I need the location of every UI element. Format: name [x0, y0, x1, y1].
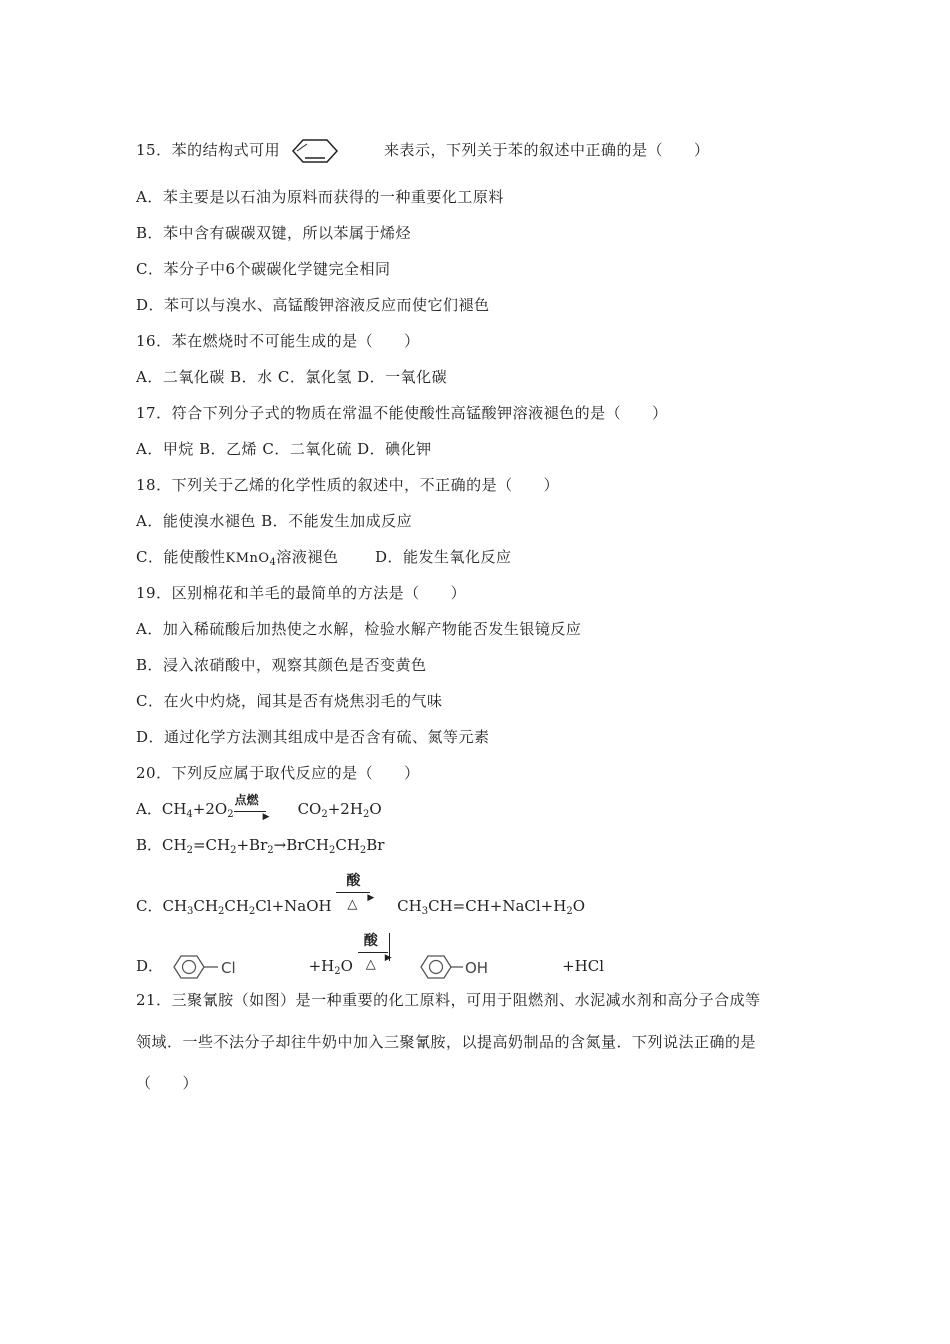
q17-options: A．甲烷 B．乙烯 C．二氧化硫 D．碘化钾 — [136, 440, 432, 458]
q18-options-cd: C．能使酸性KMnO$_4$溶液褪色 D．能发生氧化反应 — [136, 548, 512, 568]
q20-option-d: D． Cl $+H_2O$ 酸 ▶ △ OH +HCl — [136, 943, 604, 980]
question-21-line-1: 21．三聚氰胺（如图）是一种重要的化工原料，可用于阻燃剂、水泥减水剂和高分子合成等 — [136, 991, 761, 1009]
question-20-stem: 20．下列反应属于取代反应的是（ ） — [136, 764, 420, 782]
q16-options: A．二氧化碳 B．水 C．氯化氢 D．一氧化碳 — [136, 368, 448, 386]
q19-option-d: D．通过化学方法测其组成中是否含有硫、氮等元素 — [136, 728, 490, 746]
reaction-arrow-icon: 点燃 ▶ — [234, 800, 268, 820]
q19-option-b: B．浸入浓硝酸中，观察其颜色是否变黄色 — [136, 656, 427, 674]
q15-option-c: C．苯分子中6个碳碳化学键完全相同 — [136, 260, 391, 278]
chlorobenzene-structure-icon — [168, 954, 244, 980]
q20-option-a: A．$CH_4+2O_2$ 点燃 ▶ $CO_2+2H_2O$ — [136, 799, 382, 820]
q20-option-b: B．$CH_2=CH_2+Br_2\to BrCH_2CH_2Br$ — [136, 836, 385, 856]
phenol-structure-icon — [415, 954, 495, 980]
benzene-structure-icon — [287, 138, 343, 164]
question-18-stem: 18．下列关于乙烯的化学性质的叙述中，不正确的是（ ） — [136, 476, 560, 494]
question-19-stem: 19．区别棉花和羊毛的最简单的方法是（ ） — [136, 584, 467, 602]
reaction-condition: 点燃 — [234, 793, 259, 807]
q15-option-d: D．苯可以与溴水、高锰酸钾溶液反应而使它们褪色 — [136, 296, 490, 314]
q18-options-ab: A．能使溴水褪色 B．不能发生加成反应 — [136, 512, 413, 530]
question-16-stem: 16．苯在燃烧时不可能生成的是（ ） — [136, 332, 420, 350]
question-15-stem: 15．苯的结构式可用 来表示，下列关于苯的叙述中正确的是（ ） — [136, 138, 709, 164]
reaction-arrow-icon: 酸 ▶ △ — [358, 943, 392, 979]
reaction-arrow-icon: → — [273, 836, 287, 854]
svg-text:Cl: Cl — [220, 959, 236, 977]
question-21-line-3: （ ） — [136, 1074, 199, 1092]
reaction-arrow-icon: 酸 ▶ △ — [336, 883, 372, 919]
q15-option-b: B．苯中含有碳碳双键，所以苯属于烯烃 — [136, 224, 412, 242]
svg-text:OH: OH — [465, 959, 489, 977]
q19-option-a: A．加入稀硫酸后加热使之水解，检验水解产物能否发生银镜反应 — [136, 620, 582, 638]
q19-option-c: C．在火中灼烧，闻其是否有烧焦羽毛的气味 — [136, 692, 443, 710]
q15-option-a: A．苯主要是以石油为原料而获得的一种重要化工原料 — [136, 188, 504, 206]
q20-option-c: C．$CH_3CH_2CH_2Cl+NaOH$ 酸 ▶ △ $CH_3CH=CH+NaCl+H_2O$ — [136, 873, 586, 917]
question-21-line-2: 领域．一些不法分子却往牛奶中加入三聚氰胺，以提高奶制品的含氮量．下列说法正确的是 — [136, 1033, 757, 1051]
question-17-stem: 17．符合下列分子式的物质在常温不能使酸性高锰酸钾溶液褪色的是（ ） — [136, 404, 668, 422]
